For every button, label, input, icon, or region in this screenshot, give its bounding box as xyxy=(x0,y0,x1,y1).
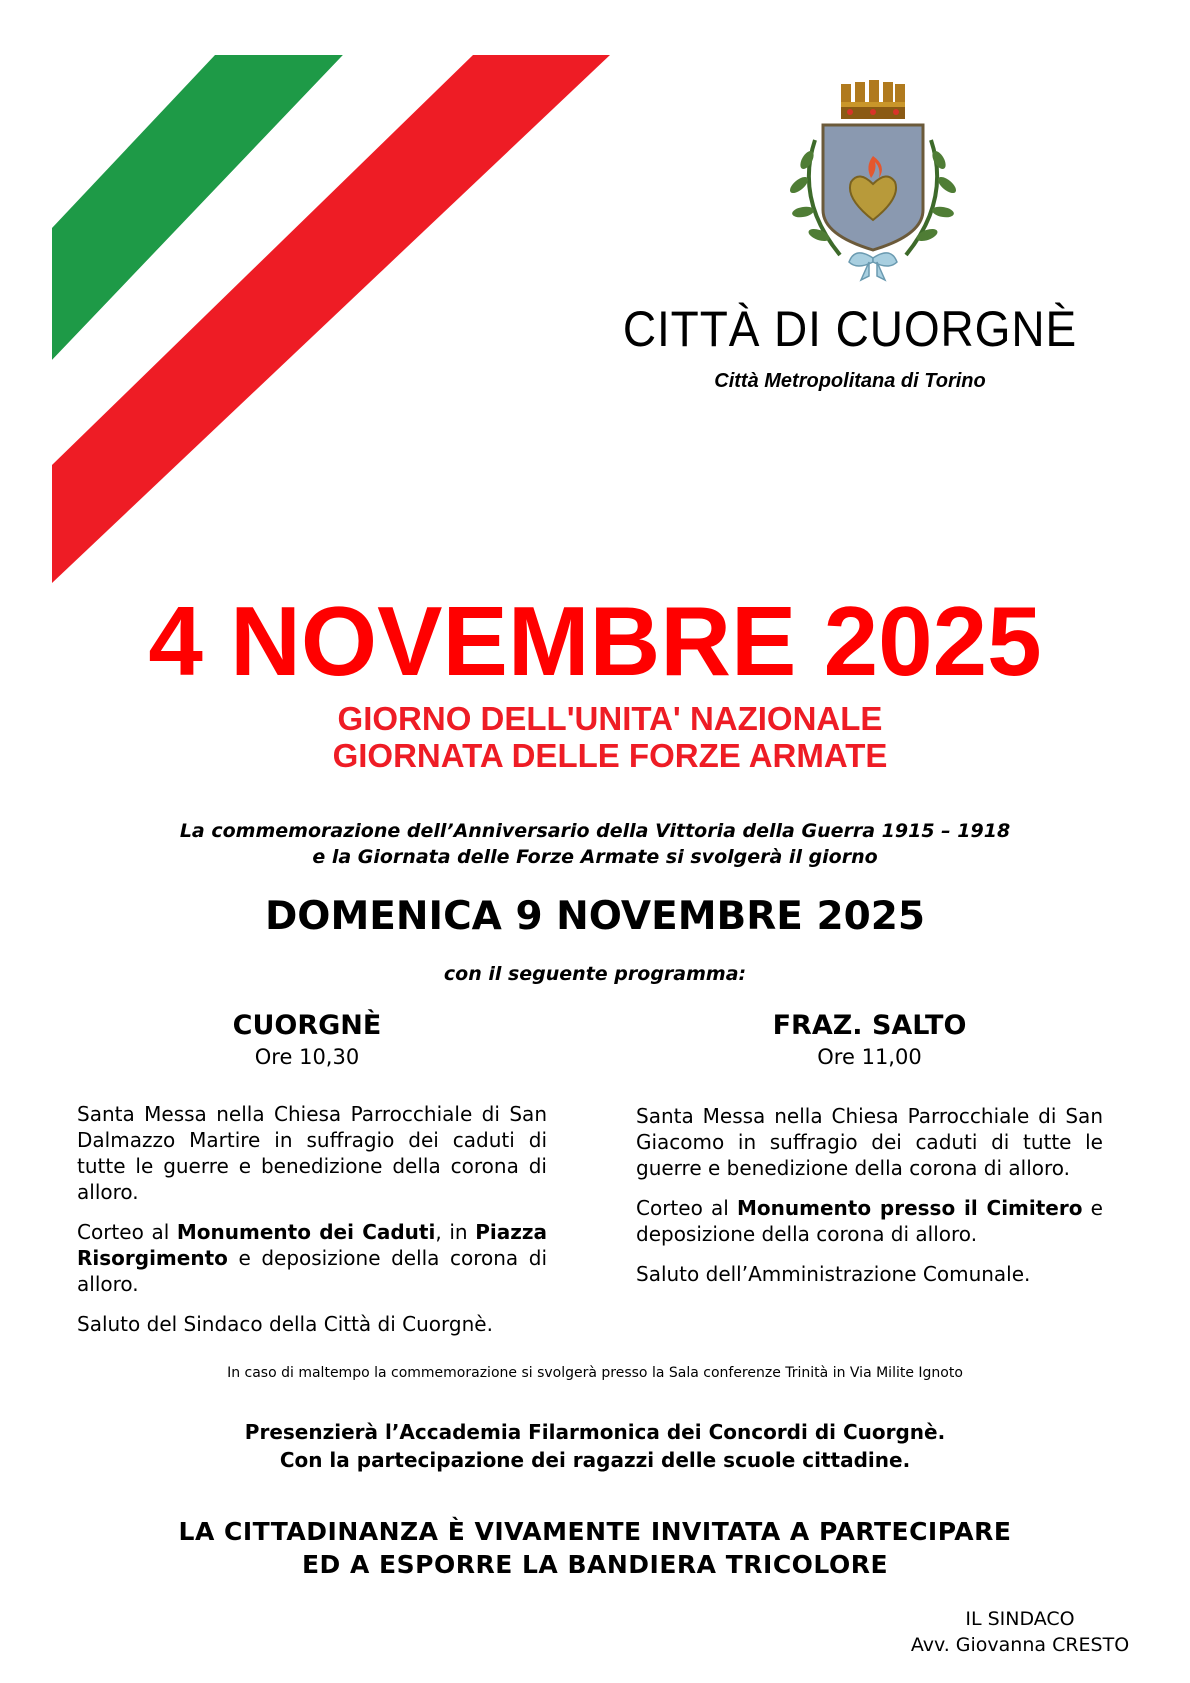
program-column-cuorgne xyxy=(77,1010,547,1351)
city-name: CITTÀ DI CUORGNÈ xyxy=(622,301,1078,357)
bad-weather-note: In caso di maltempo la commemorazione si svolgerà presso la Sala conferenze Trinità in Via Milite Ignoto xyxy=(227,1365,963,1381)
event-date: DOMENICA 9 NOVEMBRE 2025 xyxy=(264,894,926,939)
band-line-2: Con la partecipazione dei ragazzi delle scuole cittadine. xyxy=(279,1448,911,1472)
intro-line-1: La commemorazione dell’Anniversario della Vittoria della Guerra 1915 – 1918 xyxy=(179,820,1011,842)
column-time-salto: Ore 11,00 xyxy=(817,1045,922,1069)
paragraph-greeting: Saluto del Sindaco della Città di Cuorgnè. xyxy=(77,1312,493,1336)
column-text-cuorgne xyxy=(77,1101,547,1337)
band-line-1: Presenzierà l’Accademia Filarmonica dei Concordi di Cuorgnè. xyxy=(244,1420,946,1444)
signature-name: Avv. Giovanna CRESTO xyxy=(910,1634,1130,1656)
signature-role: IL SINDACO xyxy=(965,1608,1075,1630)
program-column-salto xyxy=(636,1010,1103,1301)
city-coat-of-arms-icon xyxy=(785,70,960,285)
column-place-salto: FRAZ. SALTO xyxy=(772,1010,967,1041)
column-text-salto xyxy=(636,1103,1103,1287)
column-time-cuorgne: Ore 10,30 xyxy=(254,1045,360,1069)
paragraph-mass: Santa Messa nella Chiesa Parrocchiale di San Dalmazzo Martire in suffragio dei caduti di tutte le guerre e benedizione della corona di alloro. xyxy=(77,1102,547,1204)
column-place-cuorgne: CUORGNÈ xyxy=(232,1010,382,1041)
subtitle-unity-day: GIORNO DELL'UNITA' NAZIONALE xyxy=(337,700,883,737)
paragraph-procession: Corteo al Monumento presso il Cimitero e deposizione della corona di alloro. xyxy=(636,1196,1103,1246)
tricolor-ribbon xyxy=(0,0,620,590)
intro-line-2: e la Giornata delle Forze Armate si svolgerà il giorno xyxy=(312,846,878,868)
main-date-title: 4 NOVEMBRE 2025 xyxy=(148,586,1042,696)
paragraph-procession: Corteo al Monumento dei Caduti, in Piazza Risorgimento e deposizione della corona di alloro. xyxy=(77,1220,548,1296)
invitation-line-1: LA CITTADINANZA È VIVAMENTE INVITATA A PARTECIPARE xyxy=(178,1517,1012,1546)
subtitle-armed-forces-day: GIORNATA DELLE FORZE ARMATE xyxy=(332,737,888,774)
paragraph-mass: Santa Messa nella Chiesa Parrocchiale di San Giacomo in suffragio dei caduti di tutte le guerre e benedizione della corona di alloro. xyxy=(636,1104,1103,1180)
invitation-line-2: ED A ESPORRE LA BANDIERA TRICOLORE xyxy=(301,1550,889,1579)
program-label: con il seguente programma: xyxy=(443,963,747,985)
city-subtitle: Città Metropolitana di Torino xyxy=(714,370,986,392)
paragraph-greeting: Saluto dell’Amministrazione Comunale. xyxy=(636,1262,1031,1286)
